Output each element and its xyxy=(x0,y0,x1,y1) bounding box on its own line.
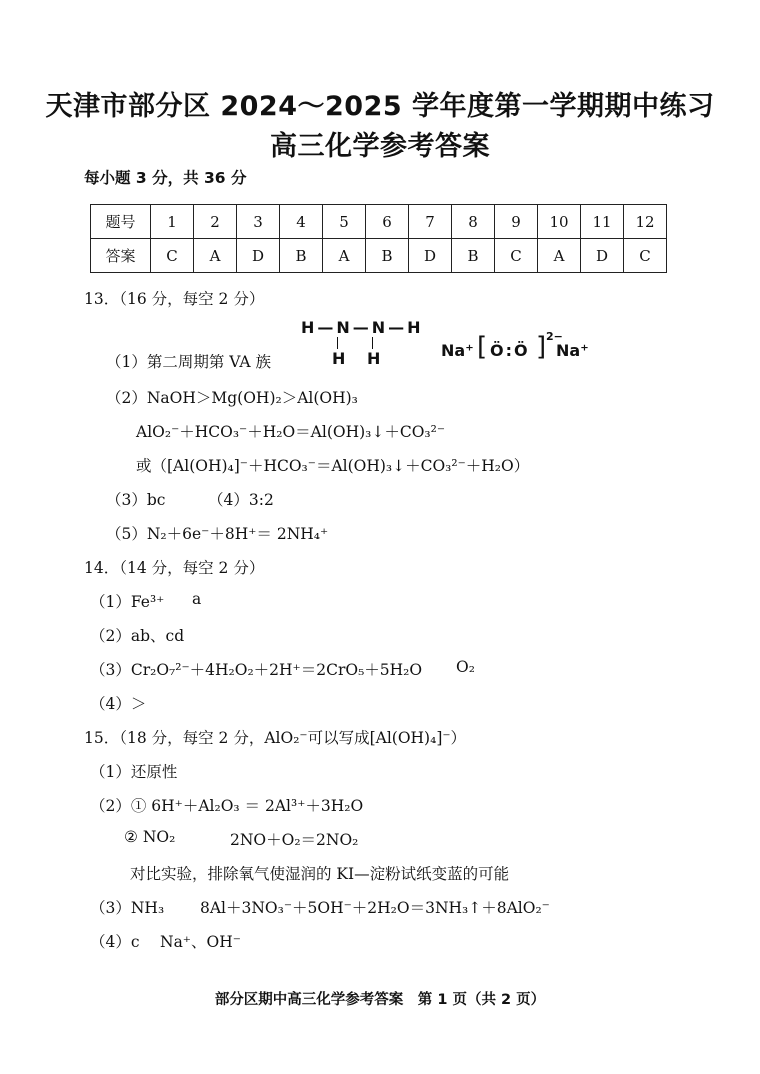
table-cell: C xyxy=(624,239,667,273)
table-cell: 9 xyxy=(495,205,538,239)
q14-answer-3b: O₂ xyxy=(456,658,475,676)
q15-answer-4: （4）c xyxy=(90,933,140,951)
q13-equation-2: 或（[Al(OH)₄]⁻＋HCO₃⁻＝Al(OH)₃↓＋CO₃²⁻＋H₂O） xyxy=(136,457,530,475)
table-cell: B xyxy=(452,239,495,273)
q13-answer-2: （2）NaOH＞Mg(OH)₂＞Al(OH)₃ xyxy=(106,389,358,407)
sodium-ion-left: Na⁺ xyxy=(441,341,474,360)
bond-line xyxy=(337,337,338,349)
q14-answer-4: （4）＞ xyxy=(90,695,147,713)
table-cell: 6 xyxy=(366,205,409,239)
table-cell: 5 xyxy=(323,205,366,239)
q13-heading: 13．（16 分，每空 2 分） xyxy=(84,290,265,308)
q13-answer-4: （4）3:2 xyxy=(208,491,274,509)
table-row-numbers xyxy=(91,205,667,239)
q13-answer-3: （3）bc xyxy=(106,491,166,509)
q15-answer-3: （3）NH₃ xyxy=(90,899,165,917)
peroxide-ion: Ö:Ö xyxy=(490,341,530,360)
answer-table xyxy=(90,204,667,273)
sodium-ion-right: Na⁺ xyxy=(556,341,589,360)
q13-answer-5: （5）N₂＋6e⁻＋8H⁺＝ 2NH₄⁺ xyxy=(106,525,329,543)
bracket-right: ] xyxy=(536,332,547,362)
table-cell: D xyxy=(237,239,280,273)
page-footer: 部分区期中高三化学参考答案 第 1 页（共 2 页） xyxy=(214,992,546,1008)
table-cell: B xyxy=(366,239,409,273)
table-cell: 12 xyxy=(624,205,667,239)
table-row-answers xyxy=(91,239,667,273)
q15-answer-1: （1）还原性 xyxy=(90,763,178,781)
intro-text: 每小题 3 分，共 36 分 xyxy=(84,169,247,187)
table-cell: C xyxy=(495,239,538,273)
q14-answer-1: （1）Fe³⁺ xyxy=(90,593,165,611)
q15-heading: 15．（18 分，每空 2 分，AlO₂⁻可以写成[Al(OH)₄]⁻） xyxy=(84,729,467,747)
q13-answer-1: （1）第二周期第 VA 族 xyxy=(106,353,272,371)
q15-answer-2d: 对比实验，排除氧气使湿润的 KI—淀粉试纸变蓝的可能 xyxy=(130,865,510,883)
hydrazine-h-atom: H xyxy=(367,349,381,368)
q14-answer-3: （3）Cr₂O₇²⁻＋4H₂O₂＋2H⁺＝2CrO₅＋5H₂O xyxy=(90,661,423,679)
table-cell: 7 xyxy=(409,205,452,239)
table-cell: A xyxy=(323,239,366,273)
q14-answer-2: （2）ab、cd xyxy=(90,627,185,645)
bond-line xyxy=(372,337,373,349)
table-cell: D xyxy=(581,239,624,273)
table-cell: 11 xyxy=(581,205,624,239)
q14-answer-1b: a xyxy=(192,590,202,608)
q15-answer-2c: 2NO＋O₂＝2NO₂ xyxy=(230,831,359,849)
q13-equation-1: AlO₂⁻＋HCO₃⁻＋H₂O＝Al(OH)₃↓＋CO₃²⁻ xyxy=(136,423,446,441)
q14-heading: 14．（14 分，每空 2 分） xyxy=(84,559,265,577)
hydrazine-structure: H—N—N—H xyxy=(301,318,424,337)
table-row-label: 答案 xyxy=(91,239,151,273)
table-cell: D xyxy=(409,239,452,273)
q15-answer-2b: ② NO₂ xyxy=(124,828,176,846)
table-row-label: 题号 xyxy=(91,205,151,239)
table-cell: C xyxy=(151,239,194,273)
table-cell: 10 xyxy=(538,205,581,239)
table-cell: 8 xyxy=(452,205,495,239)
table-cell: 4 xyxy=(280,205,323,239)
table-cell: A xyxy=(538,239,581,273)
table-cell: 1 xyxy=(151,205,194,239)
page-subtitle: 高三化学参考答案 xyxy=(270,131,490,162)
bracket-left: [ xyxy=(477,332,488,362)
q15-answer-4b: Na⁺、OH⁻ xyxy=(160,933,241,951)
table-cell: B xyxy=(280,239,323,273)
table-cell: 3 xyxy=(237,205,280,239)
table-cell: A xyxy=(194,239,237,273)
hydrazine-h-atom: H xyxy=(332,349,346,368)
q15-answer-3b: 8Al＋3NO₃⁻＋5OH⁻＋2H₂O＝3NH₃↑＋8AlO₂⁻ xyxy=(200,899,550,917)
table-cell: 2 xyxy=(194,205,237,239)
q15-answer-2: （2）① 6H⁺＋Al₂O₃ ＝ 2Al³⁺＋3H₂O xyxy=(90,797,364,815)
peroxide-charge: 2− xyxy=(546,330,563,343)
page-title: 天津市部分区 2024～2025 学年度第一学期期中练习 xyxy=(45,91,715,122)
